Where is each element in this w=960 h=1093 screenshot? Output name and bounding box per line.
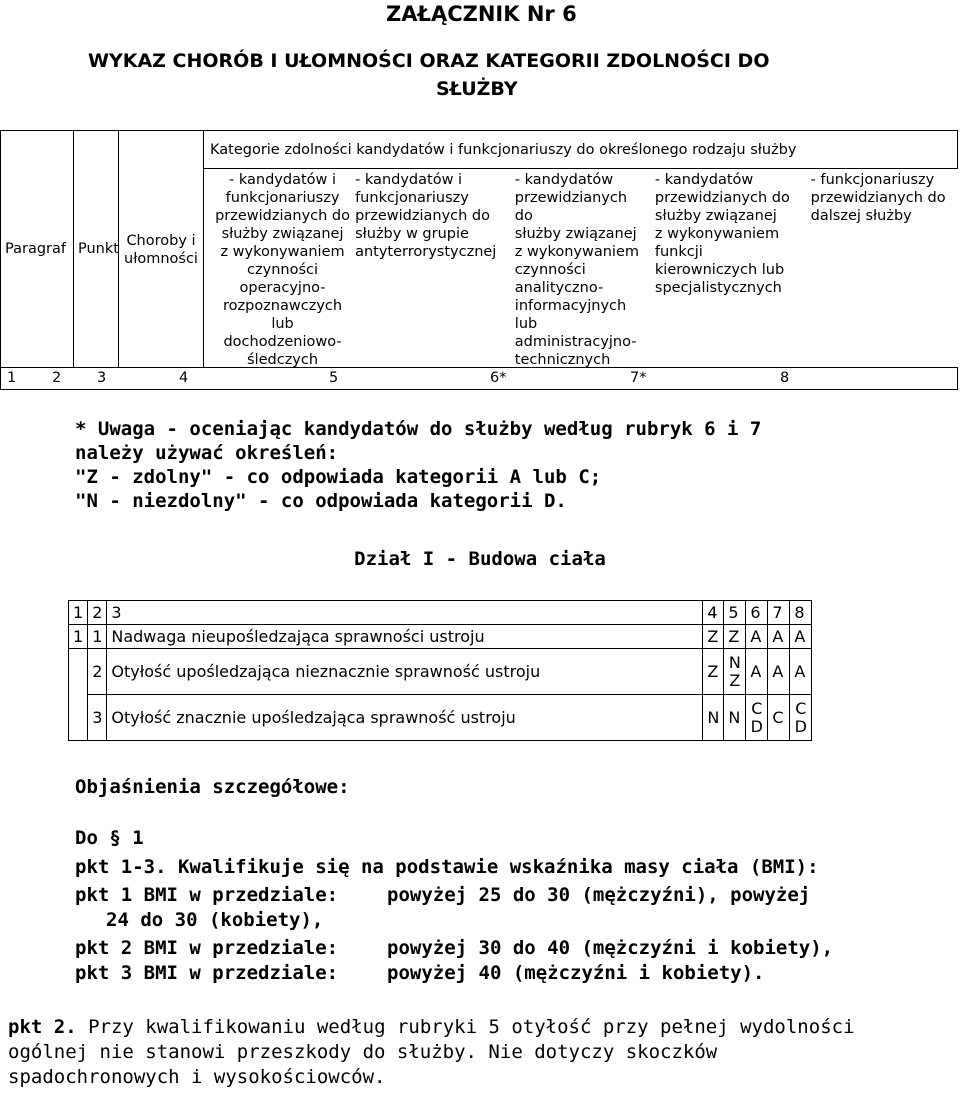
bmi-value: powyżej 40 (mężczyźni i kobiety). [387, 962, 765, 984]
bmi-line [75, 884, 810, 906]
header-col-line: służby związanej [654, 208, 777, 224]
table-row [69, 695, 812, 741]
table-cell: 3 [107, 601, 703, 625]
bmi-label: pkt 1 BMI w przedziale: [75, 884, 339, 906]
header-col-analityczne [509, 169, 651, 367]
table-cell: Z [724, 625, 746, 649]
header-col-line: funkcjonariuszy [355, 190, 469, 206]
table-cell: Z [703, 649, 724, 695]
table-cell: A [768, 649, 790, 695]
table-cell: 6 [746, 601, 768, 625]
bmi-label: pkt 2 BMI w przedziale: [75, 937, 339, 959]
header-col-kierownicze [651, 169, 807, 367]
header-col-line: służby związanej [514, 226, 637, 242]
table-cell: A [790, 649, 812, 695]
header-paragraf: Paragraf [1, 131, 74, 368]
header-col-line: czynności [247, 262, 319, 278]
do-paragraph-ref: Do § 1 [75, 827, 144, 849]
note-line: * Uwaga - oceniając kandydatów do służby według rubryk 6 i 7 [75, 418, 762, 440]
header-col-line: śledczych [247, 352, 319, 368]
bmi-label: pkt 3 BMI w przedziale: [75, 962, 339, 984]
pkt13-label: pkt 1-3. [75, 856, 167, 878]
header-col-line: czynności [514, 262, 586, 278]
header-col-line: dalszej służby [810, 208, 912, 224]
column-numbers-row [1, 368, 957, 388]
header-col-antyterror [351, 169, 509, 367]
header-col-line: z wykonywaniem [514, 244, 639, 260]
header-col-line: służby związanej [221, 226, 344, 242]
table-cell: 3 [88, 695, 107, 741]
header-kategorie: Kategorie zdolności kandydatów i funkcjonariuszy do określonego rodzaju służby [204, 131, 958, 169]
header-col-line: przewidzianych do [355, 208, 491, 224]
table-cell: C D [790, 695, 812, 741]
header-choroby [119, 131, 204, 368]
objasnienia-heading: Objaśnienia szczegółowe: [75, 776, 350, 798]
table-cell: C [768, 695, 790, 741]
header-col-line: służby w grupie [355, 226, 469, 242]
header-col-line: operacyjno- [239, 280, 326, 296]
table-cell: 5 [724, 601, 746, 625]
table-cell: 4 [703, 601, 724, 625]
header-punkt: Punkt [74, 131, 119, 368]
bmi-line [75, 962, 765, 984]
header-col-line: administracyjno- [514, 334, 637, 350]
pkt2-text: Przy kwalifikowaniu według rubryki 5 otyłość przy pełnej wydolności ogólnej nie stanowi przeszkody do służby. Nie dotyczy skoczków spadochronowych i wysokościowców. [8, 1016, 855, 1088]
header-col-line: przewidzianych [514, 190, 628, 206]
header-col-line: do [514, 208, 533, 224]
bmi-continuation: 24 do 30 (kobiety), [106, 909, 324, 931]
header-col-dalsza-sluzba [807, 169, 958, 367]
header-col-line: z wykonywaniem [220, 244, 345, 260]
header-col-line: antyterrorystycznej [355, 244, 497, 260]
header-col-line: dochodzeniowo- [223, 334, 342, 350]
page-title: ZAŁĄCZNIK Nr 6 [386, 2, 577, 26]
table-cell: 7 [768, 601, 790, 625]
column-number: 7* [630, 370, 647, 386]
header-col-line: - kandydatów i [355, 172, 463, 188]
column-number: 3 [97, 370, 107, 386]
header-col-line: przewidzianych do [654, 190, 790, 206]
header-col-line: analityczno- [514, 280, 604, 296]
table-cell: N [724, 695, 746, 741]
header-col-line: z wykonywaniem [654, 226, 780, 242]
table-cell: 2 [88, 601, 107, 625]
header-col-line: - kandydatów i [229, 172, 337, 188]
table-cell: 1 [88, 625, 107, 649]
header-col-line: specjalistycznych [654, 280, 782, 296]
bmi-line [75, 937, 833, 959]
column-number: 4 [179, 370, 189, 386]
header-choroby-line2: ułomności [124, 251, 198, 267]
table-row [69, 649, 812, 695]
table-cell: 2 [88, 649, 107, 695]
page-subtitle-line2: SŁUŻBY [436, 78, 518, 100]
header-col-line: informacyjnych [514, 298, 627, 314]
table-cell: 8 [790, 601, 812, 625]
table-cell [69, 649, 88, 741]
budowa-ciala-table [68, 600, 812, 741]
header-col-line: lub [271, 316, 294, 332]
header-col-line: funkcji [654, 244, 703, 260]
header-col-line: przewidzianych do [810, 190, 946, 206]
column-number: 5 [329, 370, 339, 386]
pkt2-paragraph [8, 1015, 898, 1090]
header-col-line: przewidzianych do [215, 208, 350, 224]
header-col-line: - kandydatów [654, 172, 754, 188]
bmi-value: powyżej 30 do 40 (mężczyźni i kobiety), [387, 937, 834, 959]
header-col-operacyjne [204, 169, 351, 367]
table-cell: Otyłość upośledzająca nieznacznie sprawność ustroju [107, 649, 703, 695]
table-cell: A [768, 625, 790, 649]
table-cell: C D [746, 695, 768, 741]
header-col-line: technicznych [514, 352, 611, 368]
table-cell: N [703, 695, 724, 741]
header-col-line: - kandydatów [514, 172, 614, 188]
header-col-line: rozpoznawczych [223, 298, 343, 314]
column-number: 8 [780, 370, 790, 386]
uwaga-note [75, 417, 761, 513]
table-row [69, 625, 812, 649]
pkt13-text: Kwalifikuje się na podstawie wskaźnika masy ciała (BMI): [177, 856, 819, 878]
header-col-line: kierowniczych lub [654, 262, 785, 278]
pkt13-line [75, 856, 819, 878]
section-title: Dział I - Budowa ciała [354, 548, 606, 570]
table-cell: N Z [724, 649, 746, 695]
page-subtitle-line1: WYKAZ CHORÓB I UŁOMNOŚCI ORAZ KATEGORII ZDOLNOŚCI DO [88, 50, 770, 72]
column-number: 1 [7, 370, 17, 386]
header-col-line: - funkcjonariuszy [810, 172, 935, 188]
header-choroby-line1: Choroby i [126, 233, 196, 249]
table-cell: Z [703, 625, 724, 649]
table-cell: A [790, 625, 812, 649]
column-number: 6* [490, 370, 507, 386]
table-cell: Otyłość znacznie upośledzająca sprawność ustroju [107, 695, 703, 741]
table-cell: 1 [69, 625, 88, 649]
header-col-line: funkcjonariuszy [225, 190, 340, 206]
header-col-line: lub [514, 316, 538, 332]
table-header-row [69, 601, 812, 625]
bmi-value: powyżej 25 do 30 (mężczyźni), powyżej [387, 884, 811, 906]
column-number: 2 [52, 370, 62, 386]
pkt2-label: pkt 2. [8, 1016, 77, 1038]
table-cell: 1 [69, 601, 88, 625]
table-cell: Nadwaga nieupośledzająca sprawności ustroju [107, 625, 703, 649]
note-line: "Z - zdolny" - co odpowiada kategorii A lub C; [75, 466, 602, 488]
note-line: "N - niezdolny" - co odpowiada kategorii D. [75, 490, 567, 512]
categories-header-table [0, 130, 958, 390]
table-cell: A [746, 625, 768, 649]
table-cell: A [746, 649, 768, 695]
note-line: należy używać określeń: [75, 442, 339, 464]
